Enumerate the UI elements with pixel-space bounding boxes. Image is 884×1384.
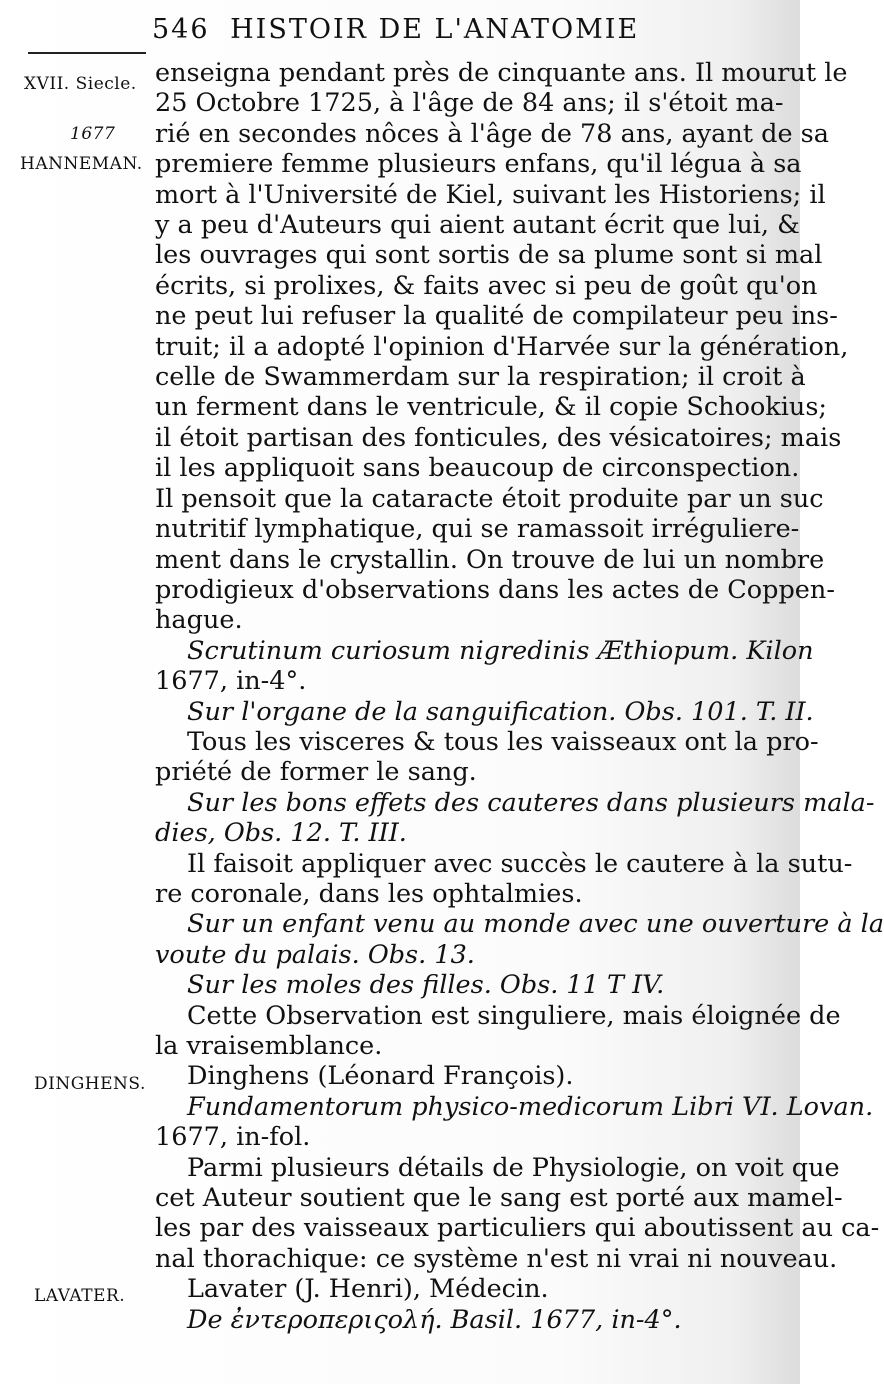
citation-line: Sur l'organe de la sanguification. Obs. 101. T. II. — [187, 696, 814, 727]
text-line: Tous les visceres & tous les vaisseaux ont la pro- — [187, 726, 819, 757]
text-line: Cette Observation est singuliere, mais éloignée de — [187, 1000, 841, 1031]
page-number: 546 — [152, 14, 210, 45]
text-line: ne peut lui refuser la qualité de compilateur peu ins- — [155, 301, 838, 332]
text-line: 1677, in-4°. — [155, 666, 307, 697]
text-line: les par des vaisseaux particuliers qui aboutissent au ca- — [155, 1213, 880, 1244]
text-line: les ouvrages qui sont sortis de sa plume sont si mal — [155, 240, 823, 271]
margin-century: XVII. Siecle. — [24, 74, 137, 94]
citation-line: Fundamentorum physico-medicorum Libri VI. Lovan. — [187, 1091, 874, 1122]
text-line: hague. — [155, 605, 243, 636]
body-text — [155, 58, 884, 1335]
text-line: ment dans le crystallin. On trouve de lui un nombre — [155, 544, 825, 575]
text-line: il étoit partisan des fonticules, des vésicatoires; mais — [155, 422, 842, 453]
text-line: Dinghens (Léonard François). — [187, 1061, 574, 1092]
text-line: 25 Octobre 1725, à l'âge de 84 ans; il s'étoit ma- — [155, 88, 784, 119]
text-line: Parmi plusieurs détails de Physiologie, on voit que — [187, 1152, 840, 1183]
running-title: HISTOIR DE L'ANATOMIE — [230, 14, 640, 45]
margin-year: 1677 — [70, 124, 116, 144]
text-line: rié en secondes nôces à l'âge de 78 ans, ayant de sa — [155, 118, 829, 149]
citation-line: Sur les bons effets des cauteres dans plusieurs mala- — [187, 787, 875, 818]
margin-author-hanneman: HANNEMAN. — [20, 154, 143, 174]
text-line: cet Auteur soutient que le sang est porté aux mamel- — [155, 1183, 843, 1214]
citation-line: De ἐντεροπεριςολή. Basil. 1677, in-4°. — [187, 1304, 682, 1335]
text-line: écrits, si prolixes, & faits avec si peu de goût qu'on — [155, 270, 818, 301]
text-line: nutritif lymphatique, qui se ramassoit irréguliere- — [155, 514, 800, 545]
text-line: prodigieux d'observations dans les actes de Coppen- — [155, 574, 835, 605]
citation-line: Sur un enfant venu au monde avec une ouverture à la — [187, 909, 884, 940]
citation-line: dies, Obs. 12. T. III. — [155, 818, 407, 849]
margin-author-dinghens: DINGHENS. — [34, 1074, 146, 1094]
text-line: un ferment dans le ventricule, & il copie Schookius; — [155, 392, 828, 423]
text-line: Il faisoit appliquer avec succès le cautere à la sutu- — [187, 848, 853, 879]
header-rule — [28, 52, 146, 54]
text-line: enseigna pendant près de cinquante ans. Il mourut le — [155, 58, 848, 88]
text-line: truit; il a adopté l'opinion d'Harvée sur la génération, — [155, 331, 849, 362]
text-line: re coronale, dans les ophtalmies. — [155, 878, 583, 909]
citation-line: voute du palais. Obs. 13. — [155, 939, 475, 970]
text-line: y a peu d'Auteurs qui aient autant écrit que lui, & — [155, 210, 800, 241]
text-line: Lavater (J. Henri), Médecin. — [187, 1274, 549, 1305]
text-line: nal thorachique: ce système n'est ni vrai ni nouveau. — [155, 1243, 838, 1274]
text-line: mort à l'Université de Kiel, suivant les Historiens; il — [155, 179, 826, 210]
text-line: priété de former le sang. — [155, 757, 477, 788]
running-header — [152, 14, 792, 54]
text-line: celle de Swammerdam sur la respiration; il croit à — [155, 362, 806, 393]
text-line: premiere femme plusieurs enfans, qu'il légua à sa — [155, 149, 802, 180]
citation-line: Sur les moles des filles. Obs. 11 T IV. — [187, 970, 665, 1001]
text-line: Il pensoit que la cataracte étoit produite par un suc — [155, 483, 824, 514]
text-line: 1677, in-fol. — [155, 1122, 311, 1153]
margin-author-lavater: LAVATER. — [34, 1286, 126, 1306]
citation-line: Scrutinum curiosum nigredinis Æthiopum. Kilon — [187, 635, 814, 666]
text-line: la vraisemblance. — [155, 1031, 383, 1061]
text-line: il les appliquoit sans beaucoup de circonspection. — [155, 453, 800, 484]
